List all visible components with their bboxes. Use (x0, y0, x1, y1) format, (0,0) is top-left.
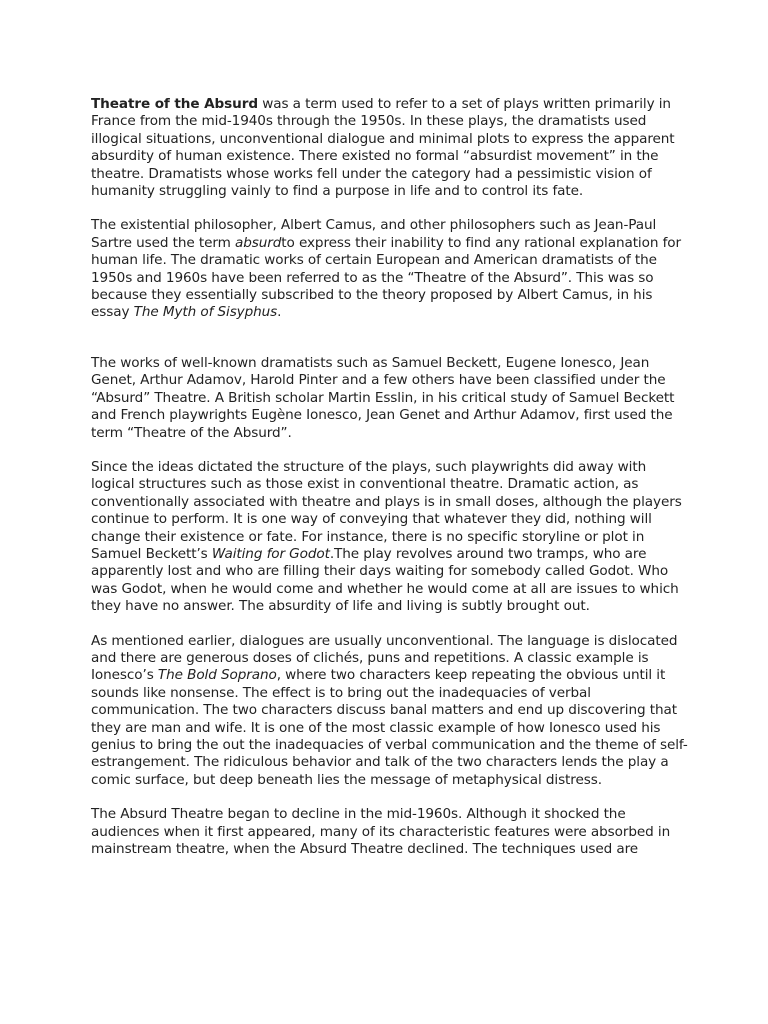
paragraph-dramatists (91, 355, 691, 442)
paragraph-text: , where two characters keep repeating the obvious until it sounds like nonsense. The effect is to bring out the inadequacies of verbal communication. The two characters discuss banal matters and end up discovering that they are man and wife. It is one of the most classic example of how Ionesco used his genius to bring the out the inadequacies of verbal communication and the theme of self-estrangement. The ridiculous behavior and talk of the two characters lends the play a comic surface, but deep beneath lies the message of metaphysical distress. (91, 667, 688, 788)
italic-title: The Myth of Sisyphus (133, 304, 278, 321)
italic-title: Waiting for Godot (211, 545, 330, 562)
document-body (91, 96, 691, 858)
term-heading: Theatre of the Absurd (91, 96, 258, 112)
paragraph-text: As mentioned earlier, dialogues are usually unconventional. The language is dislocated and there are generous doses of clichés, puns and repetitions. A classic example is Ionesco’s (91, 632, 678, 684)
paragraph-structure (91, 459, 691, 616)
paragraph-text: to express their inability to find any rational explanation for human life. The dramatic works of certain European and American dramatists of the 1950s and 1960s have been referred to as the “Theatre of the Absurd”. This was so because they essentially subscribed to the theory proposed by Albert Camus, in his essay (91, 234, 681, 321)
paragraph-text: The Absurd Theatre began to decline in the mid-1960s. Although it shocked the audiences when it first appeared, many of its characteristic features were absorbed in mainstream theatre, when the Absurd Theatre declined. The techniques used are (91, 806, 671, 858)
paragraph-dialogues (91, 633, 691, 790)
paragraph-existential (91, 217, 691, 321)
italic-title: The Bold Soprano (157, 667, 277, 684)
italic-term: absurd (235, 234, 282, 251)
paragraph-decline (91, 806, 691, 858)
paragraph-text: .The play revolves around two tramps, who are apparently lost and who are filling their days waiting for somebody called Godot. Who was Godot, when he would come and whether he would come at all are issues to which they have no answer. The absurdity of life and living is subtly brought out. (91, 545, 679, 615)
paragraph-text: The works of well-known dramatists such as Samuel Beckett, Eugene Ionesco, Jean Genet, Arthur Adamov, Harold Pinter and a few others have been classified under the “Absurd” Theatre. A British scholar Martin Esslin, in his critical study of Samuel Beckett and French playwrights Eugène Ionesco, Jean Genet and Arthur Adamov, first used the term “Theatre of the Absurd”. (91, 354, 675, 441)
paragraph-text: was a term used to refer to a set of plays written primarily in France from the mid-1940s through the 1950s. In these plays, the dramatists used illogical situations, unconventional dialogue and minimal plots to express the apparent absurdity of human existence. There existed no formal “absurdist movement” in the theatre. Dramatists whose works fell under the category had a pessimistic vision of humanity struggling vainly to find a purpose in life and to control its fate. (91, 96, 675, 200)
paragraph-intro (91, 96, 691, 200)
paragraph-text: . (277, 304, 282, 321)
paragraph-text: The existential philosopher, Albert Camus, and other philosophers such as Jean-Paul Sartre used the term (91, 217, 657, 251)
paragraph-text: Since the ideas dictated the structure of the plays, such playwrights did away with logical structures such as those exist in conventional theatre. Dramatic action, as conventionally associated with theatre and plays is in small doses, although the players continue to perform. It is one way of conveying that whatever they did, nothing will change their existence or fate. For instance, there is no specific storyline or plot in Samuel Beckett’s (91, 458, 682, 562)
